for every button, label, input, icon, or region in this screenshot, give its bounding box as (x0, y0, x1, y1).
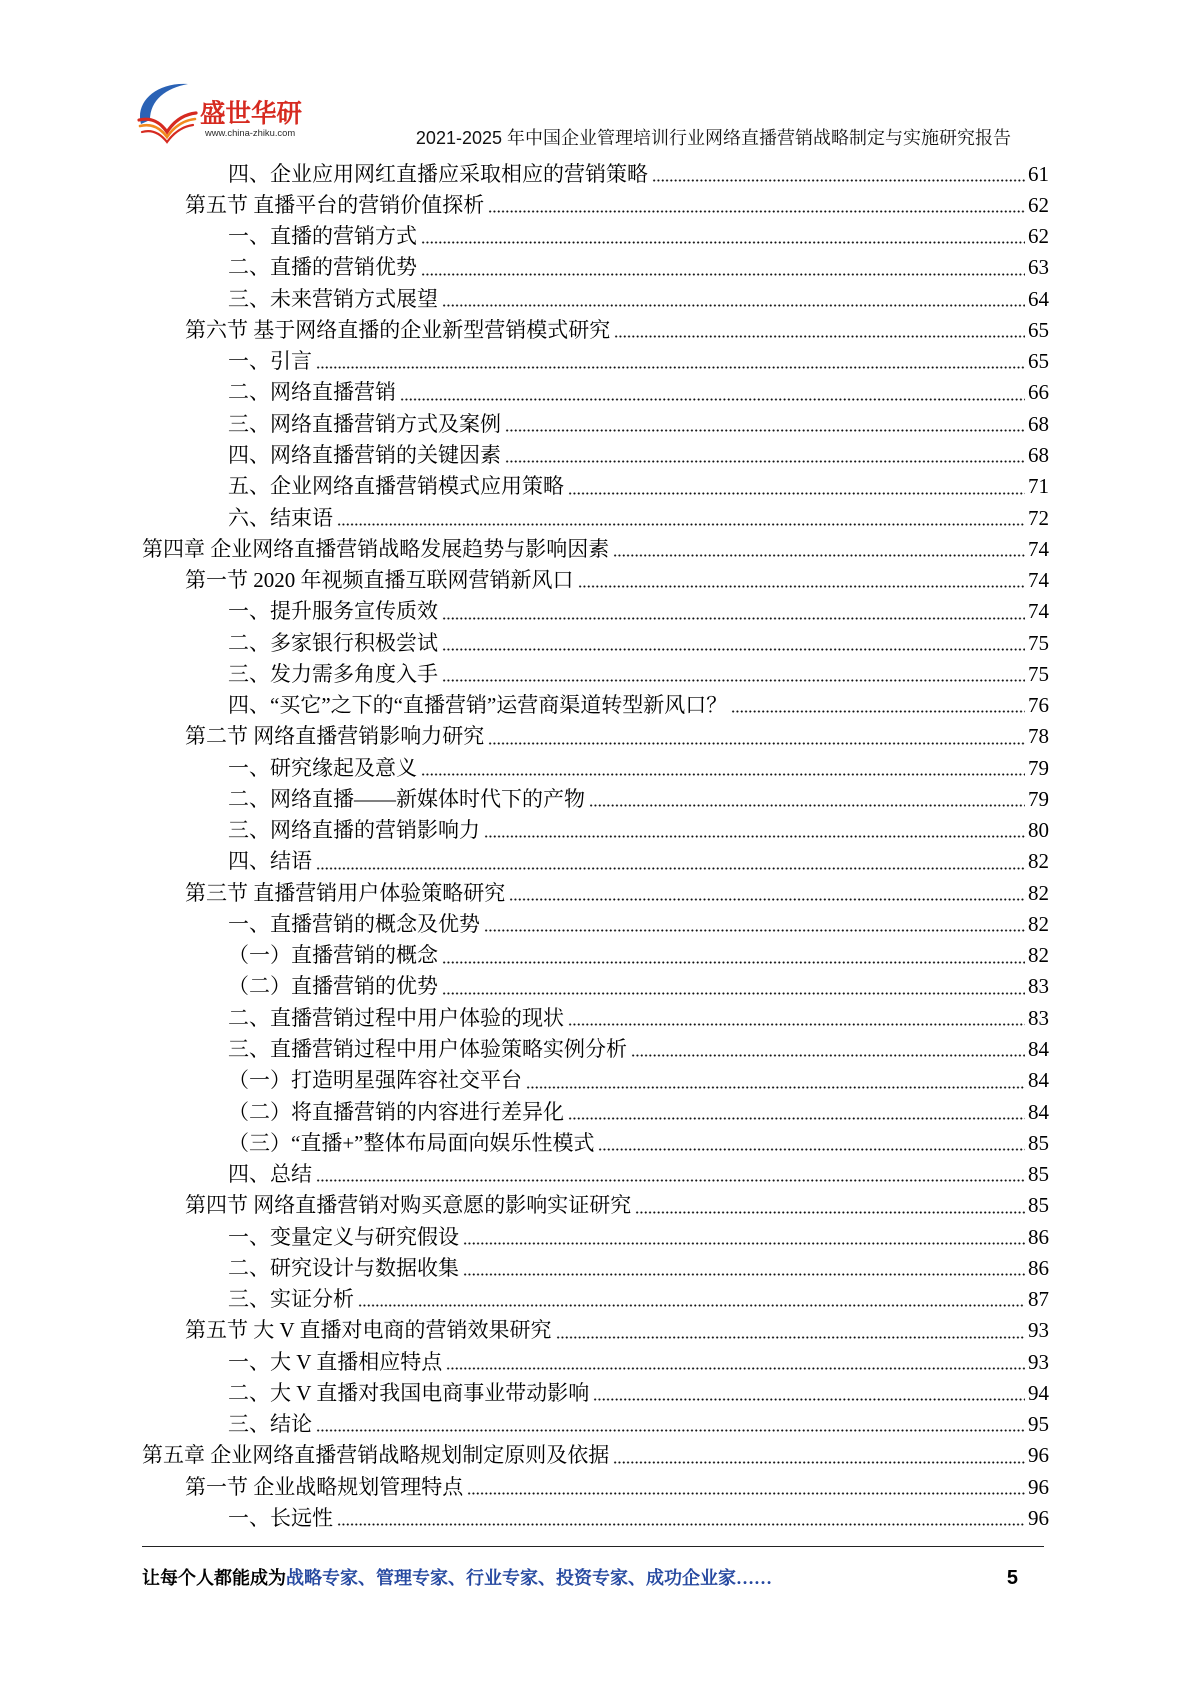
toc-entry-section[interactable] (142, 721, 1049, 752)
toc-leader-dots (509, 898, 1025, 901)
toc-entry-page-number: 74 (1028, 568, 1049, 593)
toc-leader-dots (731, 710, 1025, 713)
toc-entry-page-number: 74 (1028, 536, 1049, 561)
toc-entry-title: 二、研究设计与数据收集 (228, 1255, 459, 1280)
toc-leader-dots (635, 1211, 1025, 1214)
toc-entry-item[interactable] (142, 909, 1049, 940)
toc-entry-item[interactable] (142, 659, 1049, 690)
toc-entry-title: 一、直播的营销方式 (228, 224, 417, 249)
toc-entry-page-number: 74 (1028, 599, 1049, 624)
toc-entry-section[interactable] (142, 1472, 1049, 1503)
toc-leader-dots (463, 1273, 1025, 1276)
toc-entry-item[interactable] (142, 1503, 1049, 1534)
toc-entry-section[interactable] (142, 1190, 1049, 1221)
table-of-contents (142, 159, 1049, 1535)
toc-entry-item[interactable] (142, 1284, 1049, 1315)
toc-entry-title: 第三节 直播营销用户体验策略研究 (185, 880, 506, 905)
toc-entry-item[interactable] (142, 377, 1049, 408)
toc-leader-dots (593, 1398, 1025, 1401)
toc-entry-section[interactable] (142, 878, 1049, 909)
toc-entry-title: 第五节 大 V 直播对电商的营销效果研究 (185, 1318, 552, 1343)
toc-entry-item[interactable] (142, 1034, 1049, 1065)
toc-entry-section[interactable] (142, 1315, 1049, 1346)
toc-leader-dots (316, 1429, 1025, 1432)
page-number: 5 (1006, 1567, 1018, 1589)
toc-entry-title: 第二节 网络直播营销影响力研究 (185, 724, 485, 749)
toc-entry-title: 三、未来营销方式展望 (228, 286, 438, 311)
toc-entry-item[interactable] (142, 221, 1049, 252)
toc-leader-dots (316, 867, 1025, 870)
toc-entry-title: 一、直播营销的概念及优势 (228, 911, 480, 936)
toc-leader-dots (337, 523, 1025, 526)
toc-leader-dots (578, 585, 1026, 588)
toc-entry-item[interactable] (142, 252, 1049, 283)
toc-entry-page-number: 68 (1028, 442, 1049, 467)
toc-leader-dots (421, 273, 1025, 276)
toc-entry-chapter[interactable] (142, 1440, 1049, 1471)
toc-entry-item[interactable] (142, 690, 1049, 721)
toc-entry-title: 三、发力需多角度入手 (228, 661, 438, 686)
toc-leader-dots (488, 210, 1025, 213)
toc-entry-title: 三、结论 (228, 1412, 312, 1437)
toc-entry-item[interactable] (142, 1222, 1049, 1253)
toc-entry-title: （二）直播营销的优势 (228, 974, 438, 999)
footer-divider (142, 1546, 1044, 1547)
toc-entry-page-number: 79 (1028, 786, 1049, 811)
toc-entry-page-number: 82 (1028, 880, 1049, 905)
toc-entry-title: （三）“直播+”整体布局面向娱乐性模式 (228, 1130, 595, 1155)
toc-entry-title: 第六节 基于网络直播的企业新型营销模式研究 (185, 317, 611, 342)
toc-leader-dots (442, 304, 1025, 307)
toc-entry-page-number: 80 (1028, 818, 1049, 843)
toc-leader-dots (488, 742, 1025, 745)
footer-slogan-prefix: 让每个人都能成为 (142, 1568, 286, 1588)
toc-leader-dots (631, 1054, 1025, 1057)
toc-entry-page-number: 85 (1028, 1193, 1049, 1218)
toc-leader-dots (568, 492, 1025, 495)
toc-leader-dots (442, 617, 1025, 620)
toc-entry-page-number: 71 (1028, 474, 1049, 499)
toc-entry-title: 四、网络直播营销的关键因素 (228, 442, 501, 467)
logo-graphic (136, 82, 316, 146)
toc-entry-title: 第一节 2020 年视频直播互联网营销新风口 (185, 568, 574, 593)
toc-entry-page-number: 96 (1028, 1443, 1049, 1468)
toc-entry-title: 一、提升服务宣传质效 (228, 599, 438, 624)
toc-entry-item[interactable] (142, 753, 1049, 784)
toc-entry-page-number: 94 (1028, 1380, 1049, 1405)
toc-entry-title: （二）将直播营销的内容进行差异化 (228, 1099, 564, 1124)
toc-entry-page-number: 93 (1028, 1318, 1049, 1343)
toc-entry-title: （一）打造明星强阵容社交平台 (228, 1068, 522, 1093)
toc-leader-dots (421, 241, 1025, 244)
toc-entry-page-number: 84 (1028, 1037, 1049, 1062)
toc-entry-title: 二、直播的营销优势 (228, 255, 417, 280)
toc-leader-dots (316, 1179, 1025, 1182)
toc-entry-title: 第四节 网络直播营销对购买意愿的影响实证研究 (185, 1193, 632, 1218)
toc-entry-title: （一）直播营销的概念 (228, 943, 438, 968)
toc-leader-dots (442, 961, 1025, 964)
toc-entry-title: 第五章 企业网络直播营销战略规划制定原则及依据 (142, 1443, 610, 1468)
toc-entry-title: 第一节 企业战略规划管理特点 (185, 1474, 464, 1499)
toc-entry-page-number: 78 (1028, 724, 1049, 749)
toc-entry-section[interactable] (142, 190, 1049, 221)
company-logo (136, 82, 316, 146)
toc-entry-title: 二、直播营销过程中用户体验的现状 (228, 1005, 564, 1030)
toc-entry-page-number: 96 (1028, 1506, 1049, 1530)
toc-entry-title: 一、长远性 (228, 1506, 333, 1530)
toc-leader-dots (505, 460, 1025, 463)
toc-entry-section[interactable] (142, 315, 1049, 346)
toc-entry-page-number: 86 (1028, 1255, 1049, 1280)
toc-entry-item[interactable] (142, 784, 1049, 815)
toc-leader-dots (484, 835, 1025, 838)
toc-entry-page-number: 84 (1028, 1099, 1049, 1124)
toc-entry-title: 一、大 V 直播相应特点 (228, 1349, 443, 1374)
toc-entry-title: 二、网络直播营销 (228, 380, 396, 405)
toc-entry-page-number: 82 (1028, 943, 1049, 968)
toc-entry-title: 三、网络直播的营销影响力 (228, 818, 480, 843)
toc-entry-item[interactable] (142, 346, 1049, 377)
toc-entry-item[interactable] (142, 440, 1049, 471)
toc-entry-page-number: 86 (1028, 1224, 1049, 1249)
toc-entry-page-number: 75 (1028, 661, 1049, 686)
toc-entry-item[interactable] (142, 846, 1049, 877)
toc-entry-title: 第四章 企业网络直播营销战略发展趋势与影响因素 (142, 536, 610, 561)
toc-entry-title: 三、网络直播营销方式及案例 (228, 411, 501, 436)
toc-leader-dots (442, 648, 1025, 651)
footer-slogan (142, 1566, 772, 1590)
toc-entry-page-number: 65 (1028, 317, 1049, 342)
toc-leader-dots (614, 335, 1025, 338)
toc-entry-title: 一、变量定义与研究假设 (228, 1224, 459, 1249)
toc-entry-title: 第五节 直播平台的营销价值探析 (185, 192, 485, 217)
toc-entry-page-number: 65 (1028, 349, 1049, 374)
toc-entry-item[interactable] (142, 1097, 1049, 1128)
toc-entry-page-number: 82 (1028, 911, 1049, 936)
toc-leader-dots (526, 1086, 1025, 1089)
toc-entry-item[interactable] (142, 284, 1049, 315)
toc-entry-title: 五、企业网络直播营销模式应用策略 (228, 474, 564, 499)
toc-entry-title: 三、实证分析 (228, 1287, 354, 1312)
toc-entry-item[interactable] (142, 972, 1049, 1003)
toc-entry-title: 三、直播营销过程中用户体验策略实例分析 (228, 1037, 627, 1062)
toc-entry-page-number: 79 (1028, 755, 1049, 780)
toc-entry-item[interactable] (142, 596, 1049, 627)
toc-leader-dots (316, 366, 1025, 369)
toc-entry-item[interactable] (142, 1003, 1049, 1034)
toc-entry-page-number: 95 (1028, 1412, 1049, 1437)
toc-entry-page-number: 84 (1028, 1068, 1049, 1093)
toc-entry-page-number: 63 (1028, 255, 1049, 280)
toc-leader-dots (598, 1148, 1025, 1151)
toc-entry-title: 一、引言 (228, 349, 312, 374)
toc-entry-item[interactable] (142, 409, 1049, 440)
toc-entry-page-number: 62 (1028, 224, 1049, 249)
toc-entry-item[interactable] (142, 1409, 1049, 1440)
toc-entry-item[interactable] (142, 1253, 1049, 1284)
toc-entry-page-number: 62 (1028, 192, 1049, 217)
toc-entry-title: 六、结束语 (228, 505, 333, 530)
toc-leader-dots (442, 992, 1025, 995)
toc-entry-item[interactable] (142, 159, 1049, 190)
toc-entry-item[interactable] (142, 471, 1049, 502)
logo-url: www.china-zhiku.com (205, 127, 296, 138)
toc-entry-page-number: 83 (1028, 1005, 1049, 1030)
logo-wordmark: 盛世华研 (200, 99, 303, 129)
toc-leader-dots (358, 1304, 1025, 1307)
toc-entry-item[interactable] (142, 1159, 1049, 1190)
toc-entry-page-number: 75 (1028, 630, 1049, 655)
toc-entry-item[interactable] (142, 1378, 1049, 1409)
toc-entry-title: 四、“买它”之下的“直播营销”运营商渠道转型新风口？ (228, 693, 728, 718)
footer-slogan-highlight: 战略专家、管理专家、行业专家、投资专家、成功企业家…… (286, 1568, 772, 1588)
toc-entry-page-number: 64 (1028, 286, 1049, 311)
toc-entry-page-number: 72 (1028, 505, 1049, 530)
toc-leader-dots (467, 1492, 1025, 1495)
toc-entry-title: 四、结语 (228, 849, 312, 874)
toc-entry-page-number: 85 (1028, 1162, 1049, 1187)
toc-leader-dots (400, 398, 1025, 401)
toc-entry-page-number: 83 (1028, 974, 1049, 999)
toc-leader-dots (505, 429, 1025, 432)
toc-entry-item[interactable] (142, 940, 1049, 971)
toc-entry-title: 四、企业应用网红直播应采取相应的营销策略 (228, 161, 648, 186)
toc-entry-page-number: 61 (1028, 161, 1049, 186)
toc-entry-item[interactable] (142, 503, 1049, 534)
toc-entry-page-number: 96 (1028, 1474, 1049, 1499)
toc-leader-dots (421, 773, 1025, 776)
toc-entry-item[interactable] (142, 1128, 1049, 1159)
toc-entry-title: 二、多家银行积极尝试 (228, 630, 438, 655)
toc-entry-page-number: 66 (1028, 380, 1049, 405)
report-title-header: 2021-2025 年中国企业管理培训行业网络直播营销战略制定与实施研究报告 (415, 128, 1011, 148)
toc-leader-dots (556, 1336, 1025, 1339)
toc-leader-dots (613, 554, 1025, 557)
toc-leader-dots (613, 1461, 1025, 1464)
toc-entry-item[interactable] (142, 628, 1049, 659)
toc-entry-title: 二、网络直播——新媒体时代下的产物 (228, 786, 585, 811)
toc-leader-dots (463, 1242, 1025, 1245)
toc-leader-dots (568, 1023, 1025, 1026)
toc-entry-title: 二、大 V 直播对我国电商事业带动影响 (228, 1380, 590, 1405)
toc-entry-page-number: 93 (1028, 1349, 1049, 1374)
toc-entry-page-number: 68 (1028, 411, 1049, 436)
toc-entry-item[interactable] (142, 1065, 1049, 1096)
toc-leader-dots (337, 1523, 1025, 1526)
toc-leader-dots (568, 1117, 1025, 1120)
toc-leader-dots (484, 929, 1025, 932)
toc-entry-title: 四、总结 (228, 1162, 312, 1187)
toc-entry-page-number: 76 (1028, 693, 1049, 718)
toc-entry-section[interactable] (142, 565, 1049, 596)
toc-leader-dots (589, 804, 1025, 807)
toc-leader-dots (446, 1367, 1025, 1370)
logo-book-page-middle (140, 119, 195, 137)
toc-leader-dots (652, 179, 1025, 182)
toc-entry-page-number: 87 (1028, 1287, 1049, 1312)
toc-entry-chapter[interactable] (142, 534, 1049, 565)
toc-entry-page-number: 82 (1028, 849, 1049, 874)
toc-entry-page-number: 85 (1028, 1130, 1049, 1155)
toc-leader-dots (442, 679, 1025, 682)
toc-entry-title: 一、研究缘起及意义 (228, 755, 417, 780)
toc-entry-item[interactable] (142, 815, 1049, 846)
toc-entry-item[interactable] (142, 1347, 1049, 1378)
